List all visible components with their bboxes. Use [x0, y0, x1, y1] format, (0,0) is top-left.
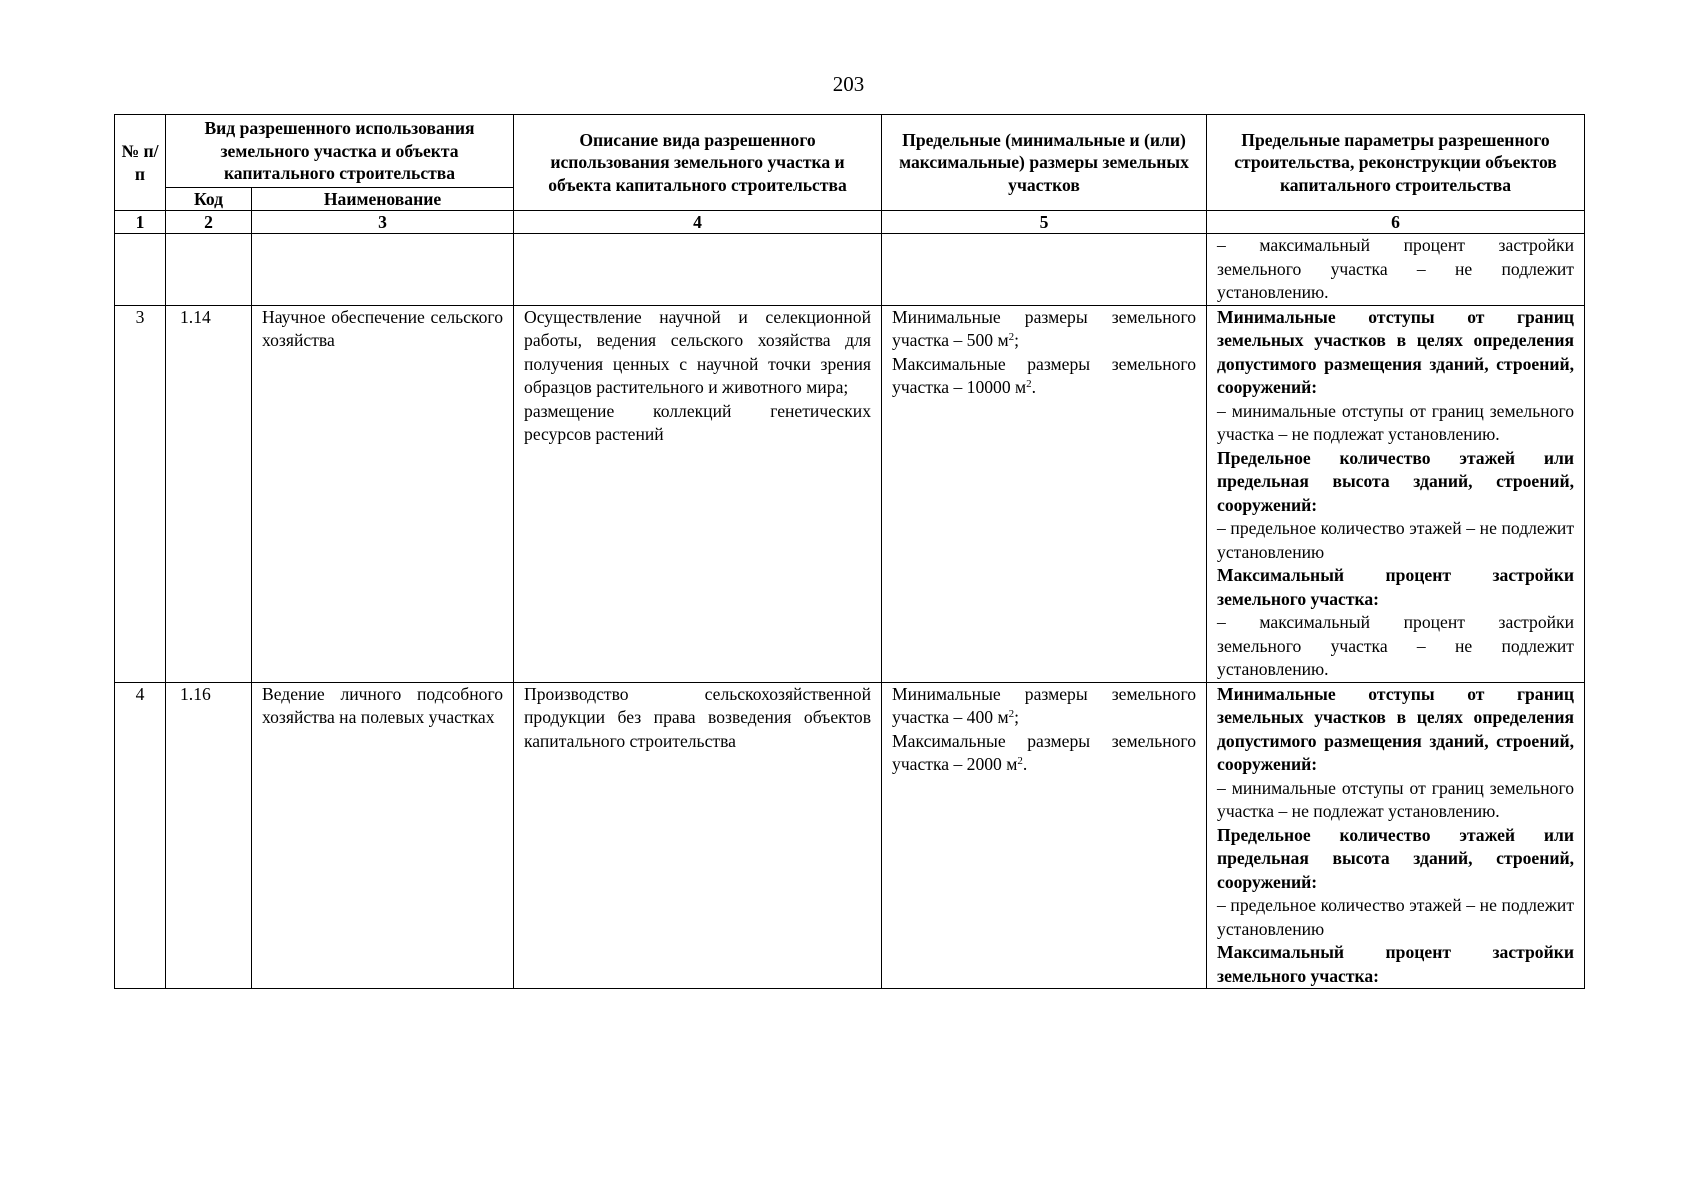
- row-code: 1.16: [166, 682, 252, 989]
- row-number: 3: [115, 305, 166, 682]
- column-number: 6: [1207, 211, 1585, 234]
- land-use-regulations-table: [114, 114, 1585, 989]
- header-code: Код: [166, 187, 252, 211]
- table-row: [115, 305, 1585, 682]
- description-text: размещение коллекций генетических ресурсов растений: [524, 400, 872, 444]
- unit-superscript: 2: [1008, 331, 1015, 343]
- row-number: 4: [115, 682, 166, 989]
- column-number: 3: [252, 211, 514, 234]
- row-name: Научное обеспечение сельского хозяйства: [252, 305, 514, 682]
- header-number: № п/п: [115, 115, 166, 211]
- param-heading: Предельное количество этажей или предельная высота зданий, строений, сооружений:: [1217, 447, 1575, 515]
- plot-size-min: Минимальные размеры земельного участка – 400 м: [892, 683, 1197, 727]
- table-row-continuation: [115, 234, 1585, 306]
- continuation-params-text: – максимальный процент застройки земельного участка – не подлежит установлению.: [1207, 234, 1585, 306]
- column-number: 4: [514, 211, 882, 234]
- header-plot-sizes: Предельные (минимальные и (или) максимальные) размеры земельных участков: [882, 115, 1207, 211]
- plot-size-min: Минимальные размеры земельного участка – 500 м: [892, 306, 1197, 350]
- page-number: 203: [832, 72, 865, 96]
- column-number: 5: [882, 211, 1207, 234]
- plot-size-max: Максимальные размеры земельного участка – 2000 м: [892, 730, 1197, 774]
- row-plot-sizes: Минимальные размеры земельного участка – 500 $м^2$; Максимальные размеры земельного участка – 10000 $м^2$.: [882, 305, 1207, 682]
- param-heading: Максимальный процент застройки земельного участка:: [1217, 942, 1575, 986]
- unit-superscript: 2: [1008, 708, 1015, 720]
- param-heading: Предельное количество этажей или предельная высота зданий, строений, сооружений:: [1217, 824, 1575, 892]
- param-text: – максимальный процент застройки земельного участка – не подлежит установлению.: [1217, 612, 1575, 679]
- row-name: Ведение личного подсобного хозяйства на полевых участках: [252, 682, 514, 989]
- param-text: – предельное количество этажей – не подлежит установлению: [1217, 518, 1575, 562]
- unit-superscript: 2: [1017, 755, 1023, 767]
- row-construction-params: [1207, 682, 1585, 989]
- unit-superscript: 2: [1026, 378, 1032, 390]
- row-description: [514, 305, 882, 682]
- header-construction-params: Предельные параметры разрешенного строительства, реконструкции объектов капитального строительства: [1207, 115, 1585, 211]
- param-text: – минимальные отступы от границ земельного участка – не подлежат установлению.: [1217, 400, 1575, 444]
- column-number: 2: [166, 211, 252, 234]
- param-heading: Максимальный процент застройки земельного участка:: [1217, 565, 1575, 609]
- header-name: Наименование: [252, 187, 514, 211]
- header-description: Описание вида разрешенного использования земельного участка и объекта капитального строительства: [514, 115, 882, 211]
- header-use-type: Вид разрешенного использования земельного участка и объекта капитального строительства: [166, 115, 514, 188]
- row-plot-sizes: Минимальные размеры земельного участка – 400 $м^2$; Максимальные размеры земельного участка – 2000 $м^2$.: [882, 682, 1207, 989]
- param-text: – предельное количество этажей – не подлежит установлению: [1217, 895, 1575, 939]
- param-heading: Минимальные отступы от границ земельных участков в целях определения допустимого размещения зданий, строений, сооружений:: [1217, 683, 1575, 774]
- row-description: [514, 682, 882, 989]
- column-numbers-row: [115, 211, 1585, 234]
- row-construction-params: [1207, 305, 1585, 682]
- param-heading: Минимальные отступы от границ земельных участков в целях определения допустимого размещения зданий, строений, сооружений:: [1217, 306, 1575, 397]
- description-text: Производство сельскохозяйственной продукции без права возведения объектов капитального строительства: [524, 683, 872, 751]
- table-row: [115, 682, 1585, 989]
- column-number: 1: [115, 211, 166, 234]
- description-text: Осуществление научной и селекционной работы, ведения сельского хозяйства для получения ценных с научной точки зрения образцов растительного и животного мира;: [524, 306, 872, 397]
- header-row-top: [115, 115, 1585, 188]
- plot-size-max: Максимальные размеры земельного участка – 10000 м: [892, 353, 1197, 397]
- row-code: 1.14: [166, 305, 252, 682]
- param-text: – минимальные отступы от границ земельного участка – не подлежат установлению.: [1217, 777, 1575, 821]
